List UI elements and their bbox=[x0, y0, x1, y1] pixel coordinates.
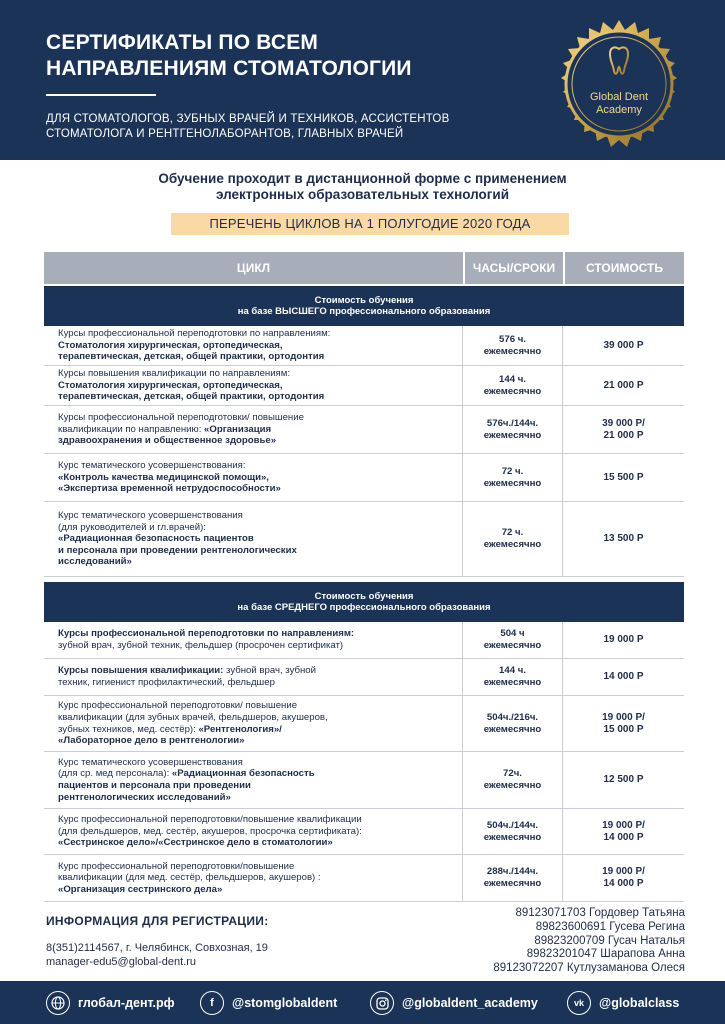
intro-line-1: Обучение проходит в дистанционной форме с применением bbox=[158, 171, 567, 186]
course-name-line bbox=[58, 435, 304, 447]
header-hours: ЧАСЫ/СРОКИ bbox=[465, 252, 563, 284]
course-hours-line: 72 ч. bbox=[501, 527, 524, 539]
course-price-line: 19 000 Р/ bbox=[602, 819, 645, 831]
course-name-line bbox=[58, 628, 354, 640]
course-name-line bbox=[58, 391, 324, 403]
course-name-line bbox=[58, 472, 281, 484]
course-name bbox=[44, 406, 463, 453]
registration-title: ИНФОРМАЦИЯ ДЛЯ РЕГИСТРАЦИИ: bbox=[46, 914, 269, 928]
course-hours bbox=[463, 366, 563, 405]
course-name-bold: «Экспертиза временной нетрудоспособности» bbox=[58, 483, 281, 495]
website-link[interactable] bbox=[46, 990, 175, 1016]
course-name-line bbox=[58, 328, 330, 340]
course-hours bbox=[463, 406, 563, 453]
subtitle-line-1: ДЛЯ СТОМАТОЛОГОВ, ЗУБНЫХ ВРАЧЕЙ И ТЕХНИКОВ, АССИСТЕНТОВ bbox=[46, 113, 450, 125]
course-name-bold: «Лабораторное дело в рентгенологии» bbox=[58, 735, 245, 747]
course-name bbox=[44, 809, 463, 854]
course-price-line: 39 000 Р/ bbox=[602, 417, 645, 429]
course-hours bbox=[463, 696, 563, 751]
course-hours-line: 288ч./144ч. bbox=[486, 866, 539, 878]
course-name bbox=[44, 622, 463, 658]
course-name-line bbox=[58, 814, 362, 826]
course-price bbox=[563, 696, 684, 751]
course-price bbox=[563, 502, 684, 576]
course-price bbox=[563, 659, 684, 695]
course-name-text: квалификации (для мед. сестёр, фельдшеров, акушеров) : bbox=[58, 872, 321, 884]
course-name-line bbox=[58, 712, 328, 724]
course-hours-line: ежемесячно bbox=[483, 677, 542, 688]
course-name-bold: Курсы профессиональной переподготовки по направлениям: bbox=[58, 628, 355, 640]
course-name-line bbox=[58, 826, 362, 838]
course-name-bold: Стоматология хирургическая, ортопедическая, bbox=[58, 379, 283, 391]
course-name-line bbox=[58, 483, 281, 495]
page-title bbox=[46, 30, 412, 82]
header-price: СТОИМОСТЬ bbox=[565, 252, 684, 284]
course-name-line bbox=[58, 556, 297, 568]
registration-address: 8(351)2114567, г. Челябинск, Совхозная, 19 bbox=[46, 942, 268, 954]
course-name-bold: «Радиационная безопасность bbox=[171, 768, 315, 780]
contact-phone-1[interactable]: 89123071703 Гордовер Татьяна bbox=[515, 907, 685, 919]
period-banner: ПЕРЕЧЕНЬ ЦИКЛОВ НА 1 ПОЛУГОДИЕ 2020 ГОДА bbox=[171, 213, 569, 235]
title-line-2: НАПРАВЛЕНИЯМ СТОМАТОЛОГИИ bbox=[46, 57, 412, 80]
course-hours-line: 504ч./144ч. bbox=[486, 819, 539, 831]
course-name-line bbox=[58, 768, 315, 780]
course-hours-line: 504ч./216ч. bbox=[486, 711, 539, 723]
course-name-line bbox=[58, 640, 354, 652]
course-name bbox=[44, 454, 463, 501]
course-name-text: Курсы повышения квалификации по направлениям: bbox=[58, 368, 291, 380]
course-name bbox=[44, 752, 463, 808]
globe-icon bbox=[46, 991, 70, 1015]
course-price-line: 15 000 Р bbox=[603, 723, 644, 735]
table-row bbox=[44, 326, 684, 366]
course-name-line bbox=[58, 340, 330, 352]
table-row bbox=[44, 622, 684, 659]
header-cycle: ЦИКЛ bbox=[44, 252, 463, 284]
course-hours bbox=[463, 855, 563, 901]
course-name-line bbox=[58, 792, 315, 804]
course-name bbox=[44, 366, 463, 405]
vk-label: @globalclass bbox=[599, 996, 680, 1010]
facebook-icon: f bbox=[200, 991, 224, 1015]
course-name-bold: терапевтическая, детская, общей практики, ортодонтия bbox=[58, 351, 325, 363]
table-row bbox=[44, 454, 684, 502]
course-hours-line: 144 ч. bbox=[499, 373, 526, 385]
course-name-text: зубных техников, мед. сестёр): bbox=[58, 723, 199, 735]
course-name-text: Курс тематического усовершенствования: bbox=[58, 460, 246, 472]
course-name-line bbox=[58, 861, 321, 873]
course-name-line bbox=[58, 412, 304, 424]
course-price-line: 39 000 Р bbox=[603, 339, 644, 351]
course-name-line bbox=[58, 424, 304, 436]
course-name-bold: «Организация сестринского дела» bbox=[58, 883, 223, 895]
section-secondary-rows bbox=[44, 622, 684, 902]
course-name-text: техник, гигиенист профилактический, фельдшер bbox=[58, 677, 275, 688]
facebook-label: @stomglobaldent bbox=[232, 996, 338, 1010]
course-name-bold: рентгенологических исследований» bbox=[58, 791, 231, 803]
course-hours-line: 72 ч. bbox=[501, 465, 524, 477]
section-subtitle: на базе ВЫСШЕГО профессионального образования bbox=[237, 306, 491, 317]
course-price bbox=[563, 622, 684, 658]
course-name bbox=[44, 502, 463, 576]
section-higher-rows bbox=[44, 326, 684, 577]
instagram-icon bbox=[370, 991, 394, 1015]
title-divider bbox=[46, 94, 156, 96]
course-hours-line: ежемесячно bbox=[483, 477, 542, 489]
course-name-text: квалификации (для зубных врачей, фельдшеров, акушеров, bbox=[58, 711, 328, 723]
instagram-link[interactable] bbox=[370, 990, 538, 1016]
header-banner bbox=[0, 0, 725, 160]
table-row bbox=[44, 366, 684, 406]
course-name-bold: и персонала при проведении рентгенологических bbox=[58, 544, 297, 556]
vk-icon: vk bbox=[567, 991, 591, 1015]
course-name-bold: Курсы повышения квалификации: bbox=[58, 665, 227, 677]
page-subtitle bbox=[46, 112, 449, 142]
course-name bbox=[44, 855, 463, 901]
course-name-text: зубной врач, зубной bbox=[226, 665, 316, 677]
section-title: Стоимость обучения bbox=[314, 295, 414, 306]
academy-seal-logo bbox=[549, 14, 689, 154]
course-name-bold: «Сестринское дело»/«Сестринское дело в стоматологии» bbox=[58, 837, 333, 849]
course-name-line bbox=[58, 677, 316, 689]
course-hours bbox=[463, 326, 563, 365]
table-row bbox=[44, 696, 684, 752]
course-name-line bbox=[58, 460, 281, 472]
course-name-text: Курсы профессиональной переподготовки по направлениям: bbox=[58, 328, 331, 340]
course-name-bold: «Контроль качества медицинской помощи», bbox=[58, 471, 269, 483]
section-title: Стоимость обучения bbox=[314, 591, 414, 602]
title-line-1: СЕРТИФИКАТЫ ПО ВСЕМ bbox=[46, 31, 319, 54]
course-name bbox=[44, 659, 463, 695]
contact-phones bbox=[493, 907, 685, 976]
contact-phone-2[interactable]: 89823600691 Гусева Регина bbox=[535, 920, 685, 933]
course-hours bbox=[463, 454, 563, 501]
course-name-text: (для руководителей и гл.врачей): bbox=[58, 521, 206, 533]
section-subtitle: на базе СРЕДНЕГО профессионального образования bbox=[237, 602, 491, 613]
course-name-bold: пациентов и персонала при проведении bbox=[58, 780, 251, 791]
seal-text-line-1: Global Dent bbox=[589, 91, 649, 103]
course-name bbox=[44, 326, 463, 365]
course-hours bbox=[463, 502, 563, 576]
course-hours bbox=[463, 659, 563, 695]
course-hours-line: ежемесячно bbox=[483, 723, 542, 735]
course-hours-line: 576 ч. bbox=[499, 333, 526, 345]
course-hours-line: ежемесячно bbox=[483, 539, 542, 550]
course-name-line bbox=[58, 351, 330, 363]
table-header bbox=[44, 252, 684, 284]
course-name-line bbox=[58, 757, 315, 769]
website-label: глобал-дент.рф bbox=[78, 996, 175, 1010]
course-price bbox=[563, 752, 684, 808]
course-price-line: 14 000 Р bbox=[603, 878, 644, 889]
vk-link[interactable] bbox=[567, 990, 679, 1016]
table-row bbox=[44, 752, 684, 809]
course-name-line bbox=[58, 380, 324, 392]
course-price bbox=[563, 366, 684, 405]
course-name-text: (для ср. мед персонала): bbox=[58, 768, 172, 780]
course-name-line bbox=[58, 533, 297, 545]
course-hours bbox=[463, 809, 563, 854]
course-hours-line: 72ч. bbox=[503, 768, 522, 780]
course-hours-line: ежемесячно bbox=[483, 429, 542, 441]
registration-email[interactable]: manager-edu5@global-dent.ru bbox=[46, 956, 196, 968]
course-name-bold: терапевтическая, детская, общей практики, ортодонтия bbox=[58, 391, 325, 403]
table-row bbox=[44, 502, 684, 577]
course-name-bold: Стоматология хирургическая, ортопедическая, bbox=[58, 339, 283, 351]
table-row bbox=[44, 659, 684, 696]
course-name-line bbox=[58, 837, 362, 849]
course-price-line: 19 000 Р/ bbox=[602, 711, 645, 723]
course-name-text: Курс тематического усовершенствования bbox=[58, 756, 243, 768]
course-name bbox=[44, 696, 463, 751]
course-name-text: Курс тематического усовершенствования bbox=[58, 510, 243, 522]
course-name-line bbox=[58, 700, 328, 712]
intro-text bbox=[0, 171, 725, 203]
course-name-text: квалификации по направлению: bbox=[58, 423, 205, 435]
course-name-text: Курс профессиональной переподготовки/повышение bbox=[58, 860, 295, 872]
course-name-text: Курс профессиональной переподготовки/ повышение bbox=[58, 700, 298, 712]
course-hours-line: ежемесячно bbox=[483, 878, 542, 889]
course-hours-line: ежемесячно bbox=[483, 831, 542, 843]
course-hours-line: ежемесячно bbox=[483, 345, 542, 357]
course-name-line bbox=[58, 522, 297, 534]
course-name-line bbox=[58, 368, 324, 380]
course-price-line: 14 000 Р bbox=[603, 671, 644, 683]
course-hours-line: ежемесячно bbox=[483, 640, 542, 651]
course-hours-line: ежемесячно bbox=[483, 385, 542, 397]
course-hours bbox=[463, 752, 563, 808]
contact-phone-5[interactable]: 89123072207 Кутлузаманова Олеся bbox=[493, 962, 685, 975]
course-price bbox=[563, 406, 684, 453]
table-row bbox=[44, 809, 684, 855]
course-price-line: 14 000 Р bbox=[603, 831, 644, 843]
seal-text-line-2: Academy bbox=[596, 104, 642, 116]
course-name-bold: «Организация bbox=[204, 423, 272, 435]
course-name-bold: «Радиационная безопасность пациентов bbox=[58, 533, 254, 545]
course-price bbox=[563, 809, 684, 854]
instagram-label: @globaldent_academy bbox=[402, 996, 538, 1010]
course-name-line bbox=[58, 735, 328, 747]
course-name-text: Курсы профессиональной переподготовки/ повышение bbox=[58, 412, 304, 424]
course-price-line: 19 000 Р/ bbox=[602, 866, 645, 878]
section-secondary-education bbox=[44, 582, 684, 622]
course-name-line bbox=[58, 510, 297, 522]
course-name-line bbox=[58, 665, 316, 677]
course-price-line: 12 500 Р bbox=[603, 774, 644, 786]
course-price-line: 19 000 Р bbox=[603, 634, 644, 646]
registration-info bbox=[46, 941, 268, 969]
course-name-bold: здравоохранения и общественное здоровье» bbox=[58, 435, 277, 447]
course-name-line bbox=[58, 780, 315, 792]
course-price bbox=[563, 326, 684, 365]
contact-phone-4[interactable]: 89823201047 Шарапова Анна bbox=[526, 948, 685, 961]
footer-bar bbox=[0, 981, 725, 1024]
course-hours-line: 144 ч. bbox=[499, 665, 526, 677]
course-price bbox=[563, 855, 684, 901]
course-price-line: 15 500 Р bbox=[603, 471, 644, 483]
section-higher-education bbox=[44, 286, 684, 326]
course-name-line bbox=[58, 724, 328, 736]
course-hours-line: 576ч./144ч. bbox=[486, 417, 539, 429]
facebook-link[interactable] bbox=[200, 990, 337, 1016]
course-name-line bbox=[58, 884, 321, 896]
course-price bbox=[563, 454, 684, 501]
course-price-line: 13 500 Р bbox=[603, 533, 644, 545]
courses-table bbox=[44, 252, 684, 902]
intro-line-2: электронных образовательных технологий bbox=[215, 187, 510, 202]
seal-inner-disc bbox=[566, 31, 672, 137]
course-name-text: зубной врач, зубной техник, фельдшер (просрочен сертификат) bbox=[58, 640, 344, 651]
course-price-line: 21 000 Р bbox=[603, 429, 644, 441]
subtitle-line-2: СТОМАТОЛОГА И РЕНТГЕНОЛАБОРАНТОВ, ГЛАВНЫХ ВРАЧЕЙ bbox=[46, 128, 404, 140]
course-price-line: 21 000 Р bbox=[603, 379, 644, 391]
course-name-bold: исследований» bbox=[58, 556, 132, 568]
course-name-text: Курс профессиональной переподготовки/повышение квалификации bbox=[58, 814, 362, 826]
table-row bbox=[44, 855, 684, 902]
course-name-bold: «Рентгенология»/ bbox=[198, 723, 282, 735]
course-hours-line: ежемесячно bbox=[483, 780, 542, 791]
course-name-text: (для фельдшеров, мед. сестёр, акушеров, просрочка сертификата): bbox=[58, 825, 362, 837]
course-name-line bbox=[58, 872, 321, 884]
course-hours bbox=[463, 622, 563, 658]
course-name-line bbox=[58, 545, 297, 557]
contact-phone-3[interactable]: 89823200709 Гусач Наталья bbox=[534, 934, 685, 947]
course-hours-line: 504 ч bbox=[500, 628, 525, 640]
table-row bbox=[44, 406, 684, 454]
